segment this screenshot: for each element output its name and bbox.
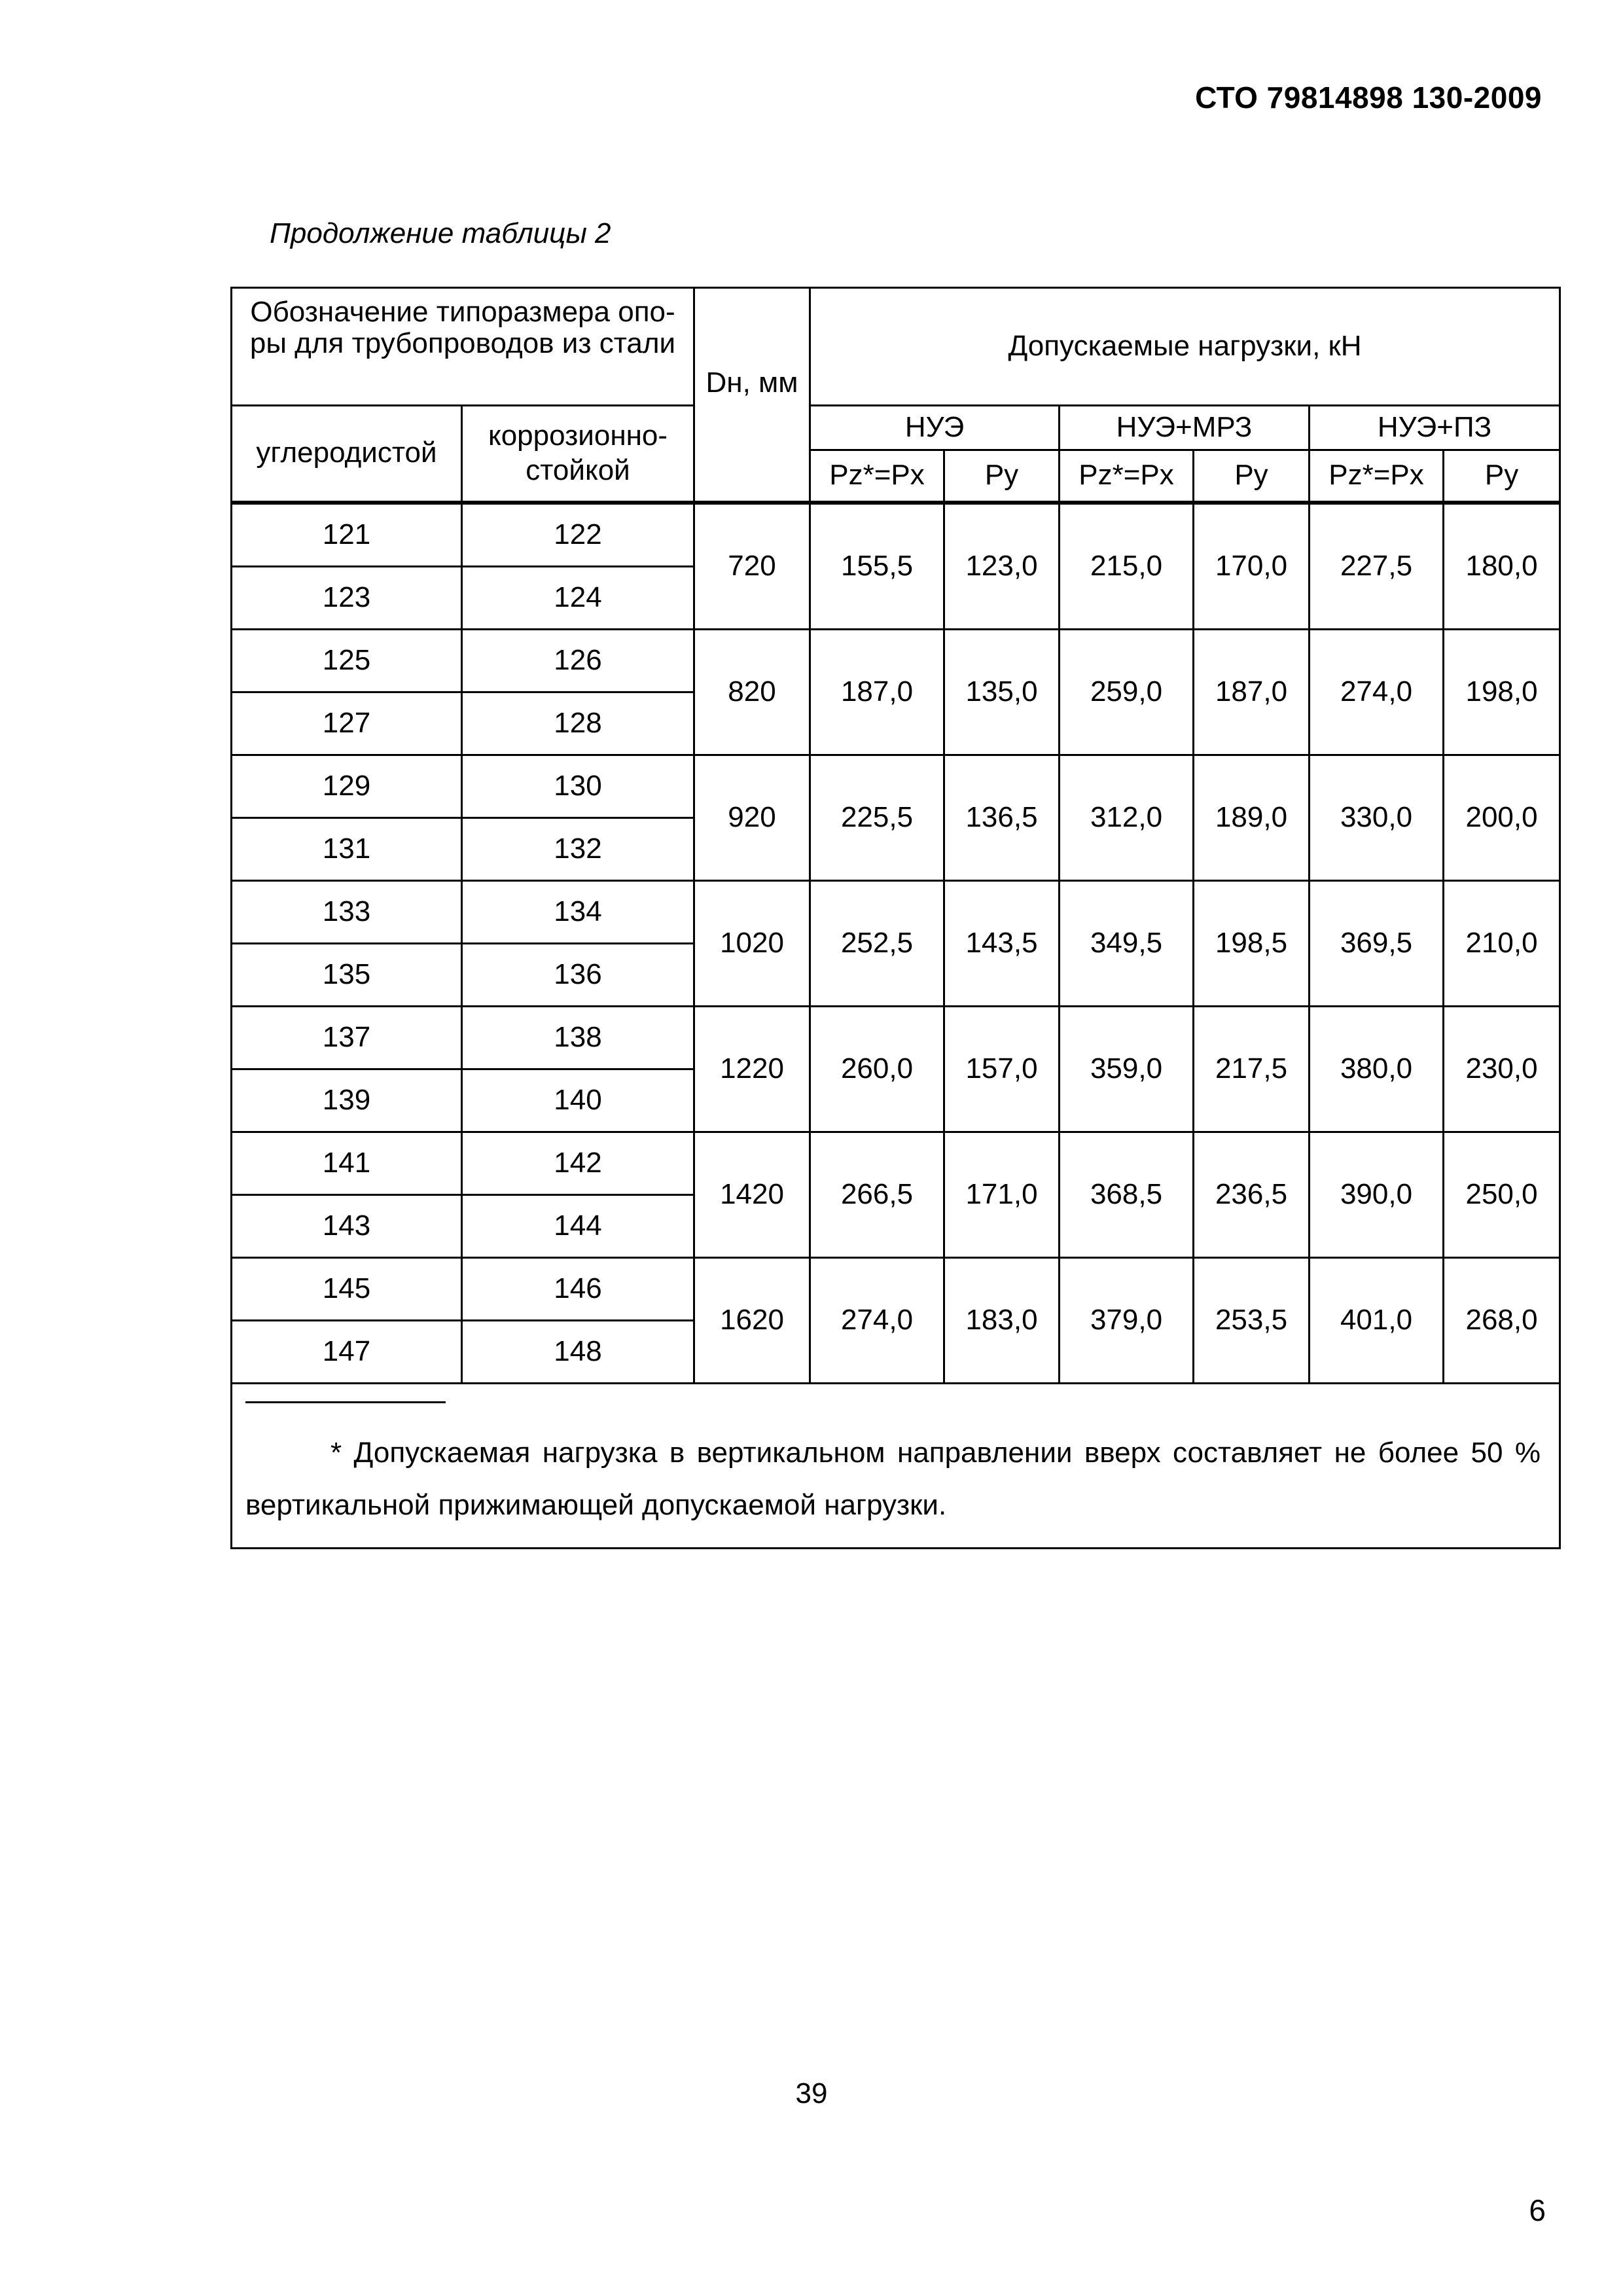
cell-stainless: 142 bbox=[462, 1132, 694, 1194]
cell-stainless: 132 bbox=[462, 817, 694, 880]
cell-load: 236,5 bbox=[1194, 1132, 1310, 1257]
cell-carbon: 137 bbox=[232, 1006, 462, 1069]
table-body bbox=[232, 503, 1560, 1384]
cell-carbon: 147 bbox=[232, 1320, 462, 1383]
cell-load: 252,5 bbox=[810, 880, 944, 1006]
cell-stainless: 124 bbox=[462, 566, 694, 629]
cell-load: 189,0 bbox=[1194, 755, 1310, 880]
footnote-text: * Допускаемая нагрузка в вертикальном направлении вверх составляет не более 50 % вертикальной прижимающей допускаемой нагрузки. bbox=[245, 1436, 1541, 1521]
cell-load: 369,5 bbox=[1310, 880, 1444, 1006]
cell-load: 198,5 bbox=[1194, 880, 1310, 1006]
header-py: Py bbox=[1444, 450, 1560, 503]
table-row bbox=[232, 880, 1560, 943]
cell-load: 200,0 bbox=[1444, 755, 1560, 880]
table-row bbox=[232, 1132, 1560, 1194]
cell-load: 274,0 bbox=[1310, 629, 1444, 755]
cell-dn: 1420 bbox=[694, 1132, 810, 1257]
cell-load: 368,5 bbox=[1060, 1132, 1194, 1257]
header-dn: Dн, мм bbox=[694, 288, 810, 503]
cell-load: 330,0 bbox=[1310, 755, 1444, 880]
header-stainless: коррозионно-стойкой bbox=[462, 406, 694, 503]
cell-load: 230,0 bbox=[1444, 1006, 1560, 1132]
table-row bbox=[232, 503, 1560, 567]
cell-stainless: 130 bbox=[462, 755, 694, 817]
cell-load: 170,0 bbox=[1194, 503, 1310, 630]
cell-load: 180,0 bbox=[1444, 503, 1560, 630]
cell-load: 210,0 bbox=[1444, 880, 1560, 1006]
cell-dn: 1220 bbox=[694, 1006, 810, 1132]
cell-load: 227,5 bbox=[1310, 503, 1444, 630]
cell-stainless: 122 bbox=[462, 503, 694, 567]
cell-stainless: 140 bbox=[462, 1069, 694, 1132]
cell-carbon: 139 bbox=[232, 1069, 462, 1132]
page-number-corner: 6 bbox=[1529, 2193, 1546, 2227]
cell-load: 187,0 bbox=[810, 629, 944, 755]
header-pz: Pz*=Px bbox=[810, 450, 944, 503]
cell-load: 274,0 bbox=[810, 1257, 944, 1383]
cell-load: 217,5 bbox=[1194, 1006, 1310, 1132]
header-carbon: углеродистой bbox=[232, 406, 462, 503]
cell-load: 157,0 bbox=[944, 1006, 1060, 1132]
cell-dn: 720 bbox=[694, 503, 810, 630]
cell-stainless: 144 bbox=[462, 1194, 694, 1257]
cell-load: 349,5 bbox=[1060, 880, 1194, 1006]
cell-stainless: 136 bbox=[462, 943, 694, 1006]
cell-load: 379,0 bbox=[1060, 1257, 1194, 1383]
header-group-nue: НУЭ bbox=[810, 406, 1060, 450]
header-pz: Pz*=Px bbox=[1060, 450, 1194, 503]
cell-dn: 920 bbox=[694, 755, 810, 880]
cell-carbon: 123 bbox=[232, 566, 462, 629]
cell-load: 198,0 bbox=[1444, 629, 1560, 755]
cell-load: 380,0 bbox=[1310, 1006, 1444, 1132]
cell-load: 183,0 bbox=[944, 1257, 1060, 1383]
cell-carbon: 135 bbox=[232, 943, 462, 1006]
cell-stainless: 126 bbox=[462, 629, 694, 692]
footnote-rule bbox=[245, 1401, 446, 1403]
header-designation: Обозначение типоразмера опо-ры для трубопроводов из стали bbox=[232, 288, 694, 406]
cell-carbon: 141 bbox=[232, 1132, 462, 1194]
table-row bbox=[232, 1257, 1560, 1320]
cell-carbon: 143 bbox=[232, 1194, 462, 1257]
cell-load: 187,0 bbox=[1194, 629, 1310, 755]
cell-carbon: 131 bbox=[232, 817, 462, 880]
cell-load: 215,0 bbox=[1060, 503, 1194, 630]
header-py: Py bbox=[944, 450, 1060, 503]
cell-carbon: 145 bbox=[232, 1257, 462, 1320]
table-row bbox=[232, 1006, 1560, 1069]
cell-load: 135,0 bbox=[944, 629, 1060, 755]
cell-load: 401,0 bbox=[1310, 1257, 1444, 1383]
document-code: СТО 79814898 130-2009 bbox=[1195, 81, 1542, 115]
cell-load: 143,5 bbox=[944, 880, 1060, 1006]
cell-load: 260,0 bbox=[810, 1006, 944, 1132]
table-row bbox=[232, 629, 1560, 692]
header-group-nue-pz: НУЭ+ПЗ bbox=[1310, 406, 1560, 450]
cell-load: 390,0 bbox=[1310, 1132, 1444, 1257]
cell-load: 312,0 bbox=[1060, 755, 1194, 880]
cell-carbon: 121 bbox=[232, 503, 462, 567]
cell-load: 259,0 bbox=[1060, 629, 1194, 755]
cell-dn: 820 bbox=[694, 629, 810, 755]
page-number-center: 39 bbox=[795, 2077, 828, 2109]
table-caption: Продолжение таблицы 2 bbox=[270, 217, 611, 249]
cell-carbon: 125 bbox=[232, 629, 462, 692]
cell-stainless: 138 bbox=[462, 1006, 694, 1069]
cell-carbon: 127 bbox=[232, 692, 462, 755]
cell-load: 250,0 bbox=[1444, 1132, 1560, 1257]
header-group-nue-mrz: НУЭ+МРЗ bbox=[1060, 406, 1310, 450]
cell-load: 171,0 bbox=[944, 1132, 1060, 1257]
cell-load: 253,5 bbox=[1194, 1257, 1310, 1383]
cell-load: 268,0 bbox=[1444, 1257, 1560, 1383]
cell-stainless: 128 bbox=[462, 692, 694, 755]
cell-load: 155,5 bbox=[810, 503, 944, 630]
cell-stainless: 146 bbox=[462, 1257, 694, 1320]
footnote-cell bbox=[232, 1383, 1560, 1548]
cell-load: 266,5 bbox=[810, 1132, 944, 1257]
cell-carbon: 129 bbox=[232, 755, 462, 817]
cell-dn: 1020 bbox=[694, 880, 810, 1006]
cell-load: 225,5 bbox=[810, 755, 944, 880]
header-loads: Допускаемые нагрузки, кН bbox=[810, 288, 1560, 406]
cell-stainless: 148 bbox=[462, 1320, 694, 1383]
cell-carbon: 133 bbox=[232, 880, 462, 943]
loads-table bbox=[230, 287, 1561, 1549]
cell-load: 136,5 bbox=[944, 755, 1060, 880]
header-py: Py bbox=[1194, 450, 1310, 503]
table-row bbox=[232, 755, 1560, 817]
cell-stainless: 134 bbox=[462, 880, 694, 943]
cell-dn: 1620 bbox=[694, 1257, 810, 1383]
cell-load: 123,0 bbox=[944, 503, 1060, 630]
header-pz: Pz*=Px bbox=[1310, 450, 1444, 503]
cell-load: 359,0 bbox=[1060, 1006, 1194, 1132]
